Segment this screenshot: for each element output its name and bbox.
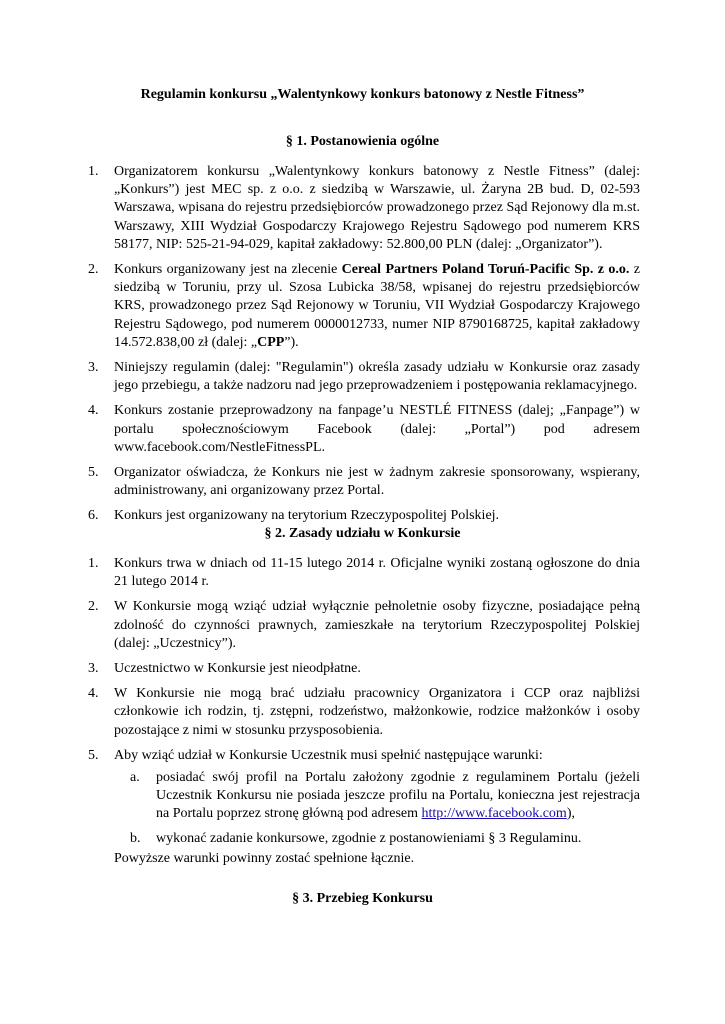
list-item (88, 747, 640, 848)
list-item (88, 598, 640, 653)
document-title: Regulamin konkursu „Walentynkowy konkurs batonowy z Nestle Fitness” (140, 87, 585, 102)
list-item (88, 660, 640, 678)
item-text: Konkurs trwa w dniach od 11-15 lutego 2014 r. Oficjalne wyniki zostaną ogłoszone do dnia 21 lutego 2014 r. (114, 556, 640, 590)
item-text: W Konkursie mogą wziąć udział wyłącznie pełnoletnie osoby fizyczne, posiadające pełną zdolność do czynności prawnych, zamieszkałe na terytorium Rzeczypospolitej Polskiej (dalej: „Uczestnicy”). (114, 599, 640, 651)
facebook-link[interactable]: http://www.facebook.com (421, 806, 567, 822)
item-text-mid: z siedzibą w Toruniu, przy ul. Szosa Lubicka 38/58, wpisanej do rejestru przedsiębiorców KRS, prowadzonego przez Sąd Rejonowy w Toruniu, VII Wydział Gospodarczy Krajowego Rejestru Sądowego, pod numerem 0000012733, numer NIP 8790168725, kapitał zakładowy 14.572.838,00 zł (dalej: „ (114, 262, 640, 350)
section-2-list (88, 555, 640, 855)
item-text: Uczestnictwo w Konkursie jest nieodpłatne. (114, 661, 361, 677)
item-text: Organizator oświadcza, że Konkurs nie jest w żadnym zakresie sponsorowany, wspierany, administrowany, ani organizowany przez Portal. (114, 465, 640, 499)
item-number: 4. (88, 686, 99, 702)
item-text: W Konkursie nie mogą brać udziału pracownicy Organizatora i CCP oraz najbliżsi członkowie ich rodzin, tj. zstępni, rodzeństwo, małżonkowie, rodzice małżonków i osoby pozostające z nimi w stosunku przysposobienia. (114, 686, 640, 738)
cpp-abbreviation: CPP (257, 334, 285, 350)
section-1-list (88, 163, 640, 533)
item-text: Konkurs jest organizowany na terytorium Rzeczypospolitej Polskiej. (114, 508, 500, 524)
sublist-item (114, 769, 640, 824)
item-text: wykonać zadanie konkursowe, zgodnie z postanowieniami § 3 Regulaminu. (156, 830, 582, 846)
item-number: 3. (88, 360, 99, 376)
item-number: 3. (88, 661, 99, 677)
item-number: 2. (88, 262, 99, 278)
item-number: 1. (88, 556, 99, 571)
item-text-pre: posiadać swój profil na Portalu założony zgodnie z regulaminem Portalu (jeżeli Uczestnik Konkursu nie posiada jeszcze profilu na Portalu, konieczna jest rejestracja na Portalu poprzez stronę główną pod adresem (156, 770, 640, 822)
list-item (88, 359, 640, 395)
item-number: 1. (88, 164, 99, 179)
list-item (88, 261, 640, 352)
item-number: 5. (88, 747, 99, 763)
list-item (88, 685, 640, 740)
item-text-post: ), (566, 806, 575, 822)
conditions-sublist (114, 769, 640, 848)
item-number: 6. (88, 508, 99, 524)
conditions-note: Powyższe warunki powinny zostać spełnione łącznie. (114, 851, 415, 866)
company-name: Cereal Partners Poland Toruń-Pacific Sp. z o.o. (341, 262, 630, 278)
item-number: 2. (88, 599, 99, 615)
item-letter: a. (130, 770, 140, 786)
item-text: Aby wziąć udział w Konkursie Uczestnik musi spełnić następujące warunki: (114, 747, 543, 763)
list-item (88, 163, 640, 254)
list-item (88, 555, 640, 591)
item-text: Konkurs zostanie przeprowadzony na fanpage’u NESTLÉ FITNESS (dalej; „Fanpage”) w portalu społecznościowym Facebook (dalej: „Portal”) pod adresem www.facebook.com/NestleFitnessPL. (114, 403, 640, 455)
item-text: Organizatorem konkursu „Walentynkowy konkurs batonowy z Nestle Fitness” (dalej: „Konkurs”) jest MEC sp. z o.o. z siedzibą w Warszawie, ul. Żaryna 2B bud. D, 02-593 Warszawa, wpisana do rejestru przedsiębiorców prowadzonego przez Sąd Rejonowy dla m.st. Warszawy, XIII Wydział Gospodarczy Krajowego Rejestru Sądowego pod numerem KRS 58177, NIP: 525-21-94-029, kapitał zakładowy: 52.800,00 PLN (dalej: „Organizator”). (114, 164, 640, 252)
item-text: Niniejszy regulamin (dalej: "Regulamin") określa zasady udziału w Konkursie oraz zasady jego przebiegu, a także nadzoru nad jego przeprowadzeniem i postępowania reklamacyjnego. (114, 360, 640, 394)
list-item (88, 464, 640, 500)
section-1-heading: § 1. Postanowienia ogólne (285, 134, 440, 149)
section-2-heading: § 2. Zasady udziału w Konkursie (264, 526, 461, 541)
section-3-heading: § 3. Przebieg Konkursu (292, 891, 433, 906)
item-text-pre: Konkurs organizowany jest na zlecenie (114, 262, 342, 278)
list-item (88, 402, 640, 457)
list-item (88, 507, 640, 525)
item-number: 4. (88, 403, 99, 419)
item-letter: b. (130, 830, 141, 846)
item-text-post: ”). (284, 334, 299, 350)
item-number: 5. (88, 465, 99, 481)
sublist-item (114, 830, 640, 848)
